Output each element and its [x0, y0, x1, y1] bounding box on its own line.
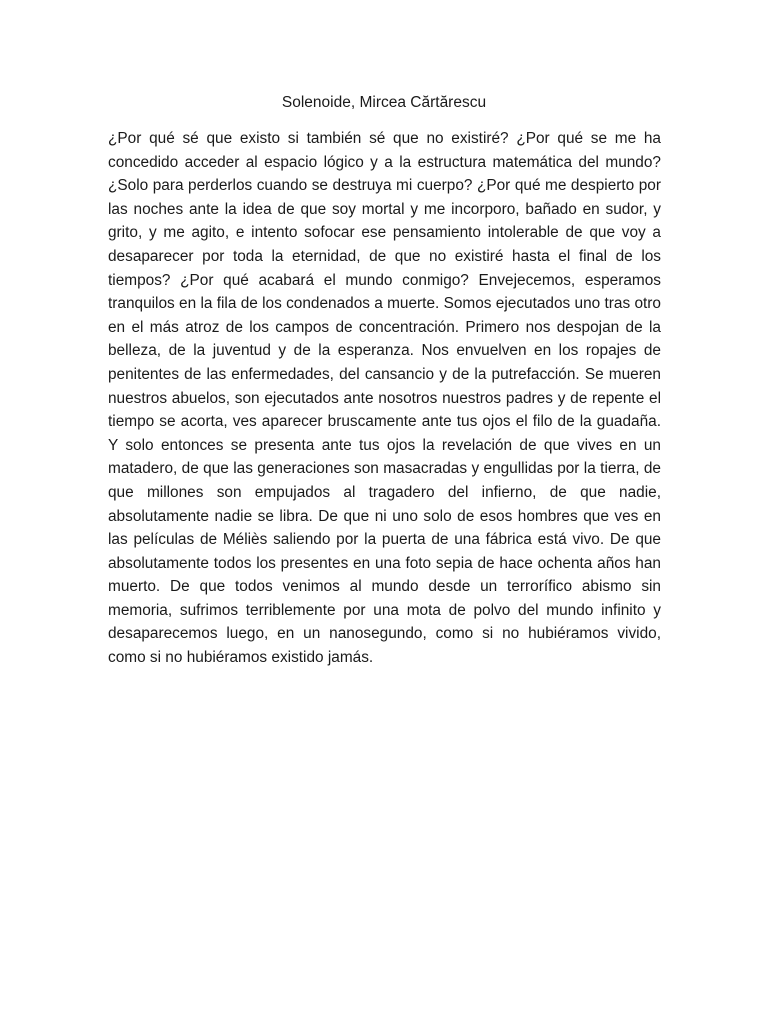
document-title: Solenoide, Mircea Cărtărescu — [281, 94, 487, 111]
document-body-paragraph: ¿Por qué sé que existo si también sé que no existiré? ¿Por qué se me ha concedido acceder al espacio lógico y a la estructura matemática del mundo? ¿Solo para perderlos cuando se destruya mi cuerpo? ¿Por qué me despierto por las noches ante la idea de que soy mortal y me incorporo, bañado en sudor, y grito, y me agito, e intento sofocar ese pensamiento intolerable de que voy a desaparecer por toda la eternidad, de que no existiré hasta el final de los tiempos? ¿Por qué acabará el mundo conmigo? Envejecemos, esperamos tranquilos en la fila de los condenados a muerte. Somos ejecutados uno tras otro en el más atroz de los campos de concentración. Primero nos despojan de la belleza, de la juventud y de la esperanza. Nos envuelven en los ropajes de penitentes de las enfermedades, del cansancio y de la putrefacción. Se mueren nuestros abuelos, son ejecutados ante nosotros nuestros padres y de repente el tiempo se acorta, ves aparecer bruscamente ante tus ojos el filo de la guadaña. Y solo entonces se presenta ante tus ojos la revelación de que vives en un matadero, de que las generaciones son masacradas y engullidas por la tierra, de que millones son empujados al tragadero del infierno, de que nadie, absolutamente nadie se libra. De que ni uno solo de esos hombres que ves en las películas de Méliès saliendo por la puerta de una fábrica está vivo. De que absolutamente todos los presentes en una foto sepia de hace ochenta años han muerto. De que todos venimos al mundo desde un terrorífico abismo sin memoria, sufrimos terriblemente por una mota de polvo del mundo infinito y desaparecemos luego, en un nanosegundo, como si no hubiéramos vivido, como si no hubiéramos existido jamás. — [108, 130, 661, 667]
